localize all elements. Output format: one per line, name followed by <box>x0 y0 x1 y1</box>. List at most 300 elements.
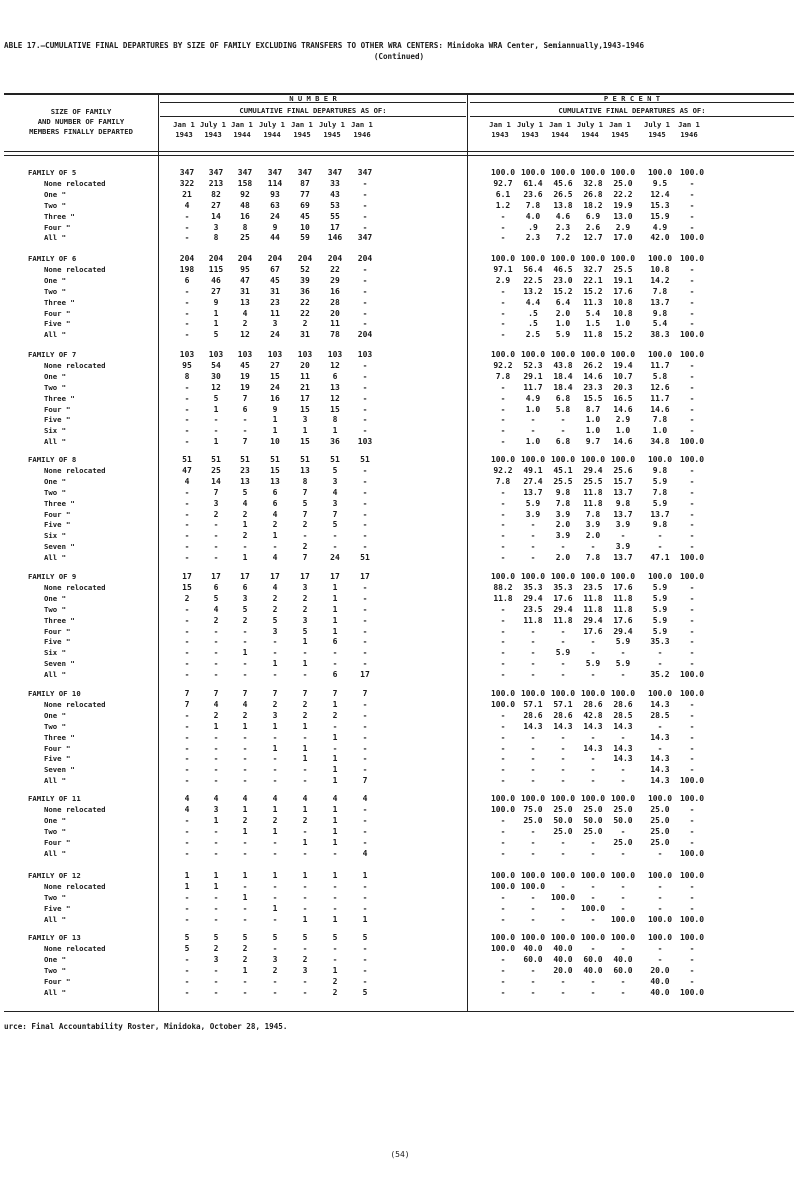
table-cell: - <box>362 892 368 902</box>
table-cell: - <box>362 542 368 552</box>
table-cell: 7 <box>362 776 368 786</box>
table-cell: 2 <box>332 710 338 720</box>
table-cell: 100.0 <box>647 689 673 698</box>
table-cell: - <box>184 659 190 669</box>
table-cell: 15 <box>270 465 280 475</box>
table-cell: 1 <box>332 626 338 636</box>
column-header: 1946 <box>353 130 371 139</box>
table-cell: 45 <box>240 360 250 370</box>
table-cell: 22 <box>330 264 340 274</box>
row-label: One " <box>44 275 66 285</box>
row-label: Four " <box>44 837 71 847</box>
table-cell: 7 <box>302 487 308 497</box>
table-cell: - <box>689 286 695 296</box>
table-cell: 3 <box>332 498 338 508</box>
table-cell: 87 <box>300 178 310 188</box>
table-cell: - <box>184 542 190 552</box>
table-cell: 92 <box>240 189 250 199</box>
table-cell: 4 <box>272 553 278 563</box>
column-header: 1945 <box>611 130 629 139</box>
row-label: None relocated <box>44 360 106 370</box>
table-cell: 1 <box>213 308 219 318</box>
table-cell: 31 <box>300 330 310 340</box>
table-cell: - <box>689 404 695 414</box>
table-cell: - <box>362 426 368 436</box>
table-cell: - <box>184 286 190 296</box>
table-cell: 103 <box>297 350 313 359</box>
table-cell: 204 <box>297 254 313 263</box>
table-cell: - <box>689 542 695 552</box>
table-cell: 100.0 <box>647 254 673 263</box>
table-cell: 100.0 <box>647 350 673 359</box>
percent-sub-rule <box>470 116 794 117</box>
table-cell: 14.3 <box>650 776 670 786</box>
table-cell: 25.0 <box>583 826 603 836</box>
table-cell: 40.0 <box>650 976 670 986</box>
table-cell: 2.0 <box>585 531 601 541</box>
table-cell: - <box>184 765 190 775</box>
table-cell: - <box>689 837 695 847</box>
table-cell: 1 <box>242 826 248 836</box>
table-cell: 13.8 <box>553 200 573 210</box>
table-cell: - <box>362 721 368 731</box>
table-cell: - <box>242 659 248 669</box>
table-cell: 100.0 <box>490 455 516 464</box>
table-cell: - <box>213 520 219 530</box>
table-cell: - <box>657 903 663 913</box>
table-cell: - <box>560 426 566 436</box>
table-cell: - <box>500 721 506 731</box>
table-cell: - <box>362 954 368 964</box>
table-cell: 2.5 <box>525 330 541 340</box>
table-cell: - <box>242 848 248 858</box>
table-cell: - <box>689 520 695 530</box>
table-cell: 100.0 <box>610 933 636 942</box>
table-cell: 100.0 <box>490 699 516 709</box>
table-cell: 23.5 <box>583 582 603 592</box>
table-cell: - <box>362 743 368 753</box>
table-cell: - <box>500 604 506 614</box>
table-cell: - <box>362 393 368 403</box>
row-label: Two " <box>44 382 66 392</box>
table-cell: 14.3 <box>583 721 603 731</box>
table-cell: - <box>657 659 663 669</box>
table-cell: - <box>500 319 506 329</box>
table-cell: - <box>362 404 368 414</box>
table-cell: - <box>332 743 338 753</box>
table-cell: - <box>213 670 219 680</box>
column-header: July 1 <box>517 120 543 129</box>
table-cell: 88.2 <box>493 582 513 592</box>
table-cell: 6.1 <box>495 189 511 199</box>
table-cell: 15.5 <box>583 393 603 403</box>
table-cell: 11 <box>270 308 280 318</box>
table-cell: 22.1 <box>583 275 603 285</box>
column-header: July 1 <box>577 120 603 129</box>
table-cell: - <box>213 965 219 975</box>
table-cell: 11.3 <box>583 297 603 307</box>
group-title: FAMILY OF 6 <box>28 254 77 263</box>
table-cell: 23.3 <box>583 382 603 392</box>
table-cell: 100.0 <box>679 553 705 563</box>
table-cell: - <box>213 892 219 902</box>
table-cell: 3 <box>272 710 278 720</box>
table-cell: 7.8 <box>652 487 668 497</box>
column-header: July 1 <box>200 120 226 129</box>
table-cell: .9 <box>528 222 538 232</box>
table-cell: 7 <box>302 553 308 563</box>
table-cell: 13 <box>240 297 250 307</box>
table-cell: 23 <box>270 297 280 307</box>
table-cell: 6 <box>213 582 219 592</box>
table-cell: 3 <box>213 804 219 814</box>
table-cell: 100.0 <box>550 933 576 942</box>
table-cell: 1 <box>332 615 338 625</box>
table-cell: 8 <box>213 233 219 243</box>
table-cell: - <box>184 297 190 307</box>
column-header: 1944 <box>233 130 251 139</box>
table-cell: 28 <box>330 297 340 307</box>
table-cell: 2 <box>213 710 219 720</box>
table-cell: 1 <box>184 871 190 880</box>
table-cell: 8 <box>302 476 308 486</box>
table-cell: 4 <box>242 794 248 803</box>
table-cell: 9 <box>213 297 219 307</box>
table-cell: 20 <box>300 360 310 370</box>
table-cell: - <box>689 275 695 285</box>
table-cell: 5.9 <box>652 476 668 486</box>
table-cell: 100.0 <box>550 689 576 698</box>
row-label: All " <box>44 987 66 997</box>
table-cell: 29.1 <box>523 371 543 381</box>
table-cell: - <box>332 659 338 669</box>
table-cell: - <box>213 776 219 786</box>
table-cell: - <box>184 330 190 340</box>
table-cell: 97.1 <box>493 264 513 274</box>
table-cell: - <box>184 393 190 403</box>
row-label: Five " <box>44 903 71 913</box>
table-cell: 3 <box>242 593 248 603</box>
table-cell: 5.9 <box>652 604 668 614</box>
table-cell: 114 <box>267 178 283 188</box>
table-cell: 103 <box>267 350 283 359</box>
table-cell: - <box>362 286 368 296</box>
table-cell: 25 <box>240 233 250 243</box>
table-cell: 56.4 <box>523 264 543 274</box>
table-cell: 5.9 <box>615 637 631 647</box>
table-cell: 347 <box>357 168 373 177</box>
table-cell: 7.2 <box>555 233 571 243</box>
table-cell: 45.1 <box>553 465 573 475</box>
table-cell: 5 <box>184 943 190 953</box>
header-bottom-rule-2 <box>4 155 794 156</box>
table-cell: 100.0 <box>679 330 705 340</box>
table-cell: - <box>620 976 626 986</box>
table-cell: 2 <box>272 593 278 603</box>
table-cell: 15.7 <box>613 476 633 486</box>
table-cell: 2 <box>213 615 219 625</box>
table-cell: - <box>530 415 536 425</box>
table-cell: - <box>302 848 308 858</box>
table-cell: 23.6 <box>523 189 543 199</box>
table-cell: - <box>560 743 566 753</box>
table-cell: - <box>213 659 219 669</box>
table-cell: 198 <box>179 264 195 274</box>
table-cell: - <box>560 914 566 924</box>
table-cell: - <box>620 765 626 775</box>
table-cell: - <box>500 308 506 318</box>
table-cell: 100.0 <box>520 572 546 581</box>
table-cell: 7 <box>242 437 248 447</box>
table-cell: 103 <box>327 350 343 359</box>
table-cell: 5.9 <box>555 648 571 658</box>
table-cell: - <box>362 415 368 425</box>
table-cell: 347 <box>237 168 253 177</box>
table-cell: 100.0 <box>550 892 576 902</box>
table-cell: 29.4 <box>553 604 573 614</box>
table-cell: - <box>689 943 695 953</box>
table-cell: 347 <box>208 168 224 177</box>
table-cell: 25.0 <box>523 815 543 825</box>
table-cell: 5.9 <box>652 593 668 603</box>
table-cell: - <box>689 476 695 486</box>
table-cell: - <box>302 943 308 953</box>
table-cell: - <box>689 200 695 210</box>
table-cell: - <box>302 903 308 913</box>
table-cell: 36 <box>330 437 340 447</box>
table-cell: - <box>362 382 368 392</box>
table-cell: - <box>362 626 368 636</box>
table-cell: 1 <box>272 659 278 669</box>
row-label: All " <box>44 553 66 563</box>
number-sub-rule <box>160 116 466 117</box>
table-cell: 8 <box>242 222 248 232</box>
table-cell: 42.8 <box>583 710 603 720</box>
table-cell: - <box>272 976 278 986</box>
table-cell: - <box>362 360 368 370</box>
table-cell: - <box>302 648 308 658</box>
table-cell: - <box>530 776 536 786</box>
table-cell: 3 <box>332 476 338 486</box>
table-cell: 347 <box>267 168 283 177</box>
table-cell: 100.0 <box>520 350 546 359</box>
table-cell: - <box>530 987 536 997</box>
table-cell: - <box>530 553 536 563</box>
table-cell: - <box>184 308 190 318</box>
table-cell: 8 <box>332 415 338 425</box>
table-cell: - <box>689 965 695 975</box>
table-cell: 75.0 <box>523 804 543 814</box>
table-cell: 2 <box>184 593 190 603</box>
table-cell: - <box>689 319 695 329</box>
table-cell: 31 <box>240 286 250 296</box>
table-cell: 7 <box>213 487 219 497</box>
table-cell: 40.0 <box>613 954 633 964</box>
table-cell: - <box>184 222 190 232</box>
table-cell: - <box>500 286 506 296</box>
table-cell: 3.9 <box>615 520 631 530</box>
row-label: One " <box>44 476 66 486</box>
table-cell: 100.0 <box>520 455 546 464</box>
table-cell: 100.0 <box>580 689 606 698</box>
column-header: 1944 <box>263 130 281 139</box>
table-cell: 213 <box>208 178 224 188</box>
table-cell: - <box>184 732 190 742</box>
table-cell: 6 <box>184 275 190 285</box>
table-cell: - <box>620 892 626 902</box>
table-cell: 3 <box>302 582 308 592</box>
table-cell: 1.0 <box>525 437 541 447</box>
table-cell: - <box>500 659 506 669</box>
table-cell: 10 <box>300 222 310 232</box>
table-cell: - <box>242 765 248 775</box>
table-cell: 2.3 <box>525 233 541 243</box>
table-cell: - <box>689 308 695 318</box>
row-label: One " <box>44 710 66 720</box>
table-cell: - <box>657 648 663 658</box>
table-cell: - <box>689 892 695 902</box>
row-label: All " <box>44 330 66 340</box>
table-cell: 13 <box>300 465 310 475</box>
table-cell: - <box>272 837 278 847</box>
table-cell: 77 <box>300 189 310 199</box>
table-cell: 100.0 <box>550 794 576 803</box>
table-cell: 28.6 <box>553 710 573 720</box>
table-cell: 16 <box>240 211 250 221</box>
table-cell: 4 <box>242 498 248 508</box>
table-cell: - <box>242 732 248 742</box>
table-cell: - <box>530 826 536 836</box>
row-label: Two " <box>44 892 66 902</box>
table-cell: 100.0 <box>647 933 673 942</box>
table-cell: 45.6 <box>553 178 573 188</box>
table-cell: - <box>689 393 695 403</box>
table-cell: 32.8 <box>583 178 603 188</box>
column-header: 1943 <box>491 130 509 139</box>
table-cell: 14.6 <box>613 437 633 447</box>
table-cell: 5 <box>272 933 278 942</box>
table-cell: 2 <box>242 954 248 964</box>
table-cell: 204 <box>357 254 373 263</box>
table-cell: 92.7 <box>493 178 513 188</box>
table-cell: 17.6 <box>553 593 573 603</box>
table-cell: 12 <box>211 382 221 392</box>
table-cell: - <box>500 914 506 924</box>
table-cell: 103 <box>179 350 195 359</box>
table-cell: - <box>689 593 695 603</box>
table-cell: 1 <box>332 699 338 709</box>
table-cell: - <box>272 776 278 786</box>
table-cell: 3 <box>213 498 219 508</box>
table-cell: - <box>590 943 596 953</box>
table-cell: - <box>213 914 219 924</box>
table-cell: 6.9 <box>585 211 601 221</box>
table-cell: - <box>590 648 596 658</box>
table-cell: 4 <box>213 794 219 803</box>
row-label: Two " <box>44 200 66 210</box>
row-label: One " <box>44 371 66 381</box>
table-cell: 4 <box>362 848 368 858</box>
table-cell: 100.0 <box>679 437 705 447</box>
table-cell: 5 <box>302 626 308 636</box>
table-cell: 21 <box>300 382 310 392</box>
table-cell: 51 <box>300 455 310 464</box>
table-cell: 15.2 <box>583 286 603 296</box>
table-cell: - <box>500 404 506 414</box>
table-cell: 29 <box>330 275 340 285</box>
table-cell: - <box>362 837 368 847</box>
table-cell: 43 <box>330 189 340 199</box>
table-cell: 204 <box>327 254 343 263</box>
table-cell: 100.0 <box>550 168 576 177</box>
table-cell: - <box>560 881 566 891</box>
table-cell: 100.0 <box>679 794 705 803</box>
table-cell: 40.0 <box>553 954 573 964</box>
table-cell: 2 <box>272 965 278 975</box>
table-cell: 23.0 <box>553 275 573 285</box>
table-cell: 1.0 <box>615 426 631 436</box>
table-cell: 347 <box>297 168 313 177</box>
table-cell: 10.7 <box>613 371 633 381</box>
table-cell: 1 <box>213 815 219 825</box>
table-cell: - <box>184 815 190 825</box>
table-cell: - <box>242 670 248 680</box>
table-cell: - <box>689 382 695 392</box>
table-cell: 100.0 <box>679 987 705 997</box>
table-cell: 24 <box>330 553 340 563</box>
table-cell: - <box>272 943 278 953</box>
column-header: 1943 <box>175 130 193 139</box>
table-cell: - <box>530 914 536 924</box>
table-cell: 3.9 <box>525 509 541 519</box>
table-cell: 19 <box>240 371 250 381</box>
table-cell: 100.0 <box>679 350 705 359</box>
table-cell: 17 <box>240 572 250 581</box>
table-cell: 100.0 <box>647 871 673 880</box>
table-cell: 11 <box>330 319 340 329</box>
table-cell: 347 <box>327 168 343 177</box>
table-cell: 3 <box>213 954 219 964</box>
table-cell: - <box>689 604 695 614</box>
table-cell: 51 <box>330 455 340 464</box>
table-cell: - <box>184 903 190 913</box>
table-cell: 3.9 <box>615 542 631 552</box>
table-cell: 16 <box>330 286 340 296</box>
table-cell: 26.2 <box>583 360 603 370</box>
table-cell: 1 <box>272 826 278 836</box>
table-cell: 25.0 <box>650 815 670 825</box>
table-cell: 24 <box>270 330 280 340</box>
table-cell: 4 <box>184 200 190 210</box>
table-cell: - <box>560 776 566 786</box>
table-cell: 1 <box>213 881 219 891</box>
table-cell: 7 <box>213 689 219 698</box>
table-cell: 14.2 <box>650 275 670 285</box>
table-cell: - <box>530 520 536 530</box>
table-cell: - <box>184 509 190 519</box>
row-label: One " <box>44 954 66 964</box>
table-cell: 28.5 <box>613 710 633 720</box>
table-cell: 7.8 <box>652 286 668 296</box>
table-cell: - <box>302 765 308 775</box>
table-cell: - <box>620 848 626 858</box>
percent-subheader: CUMULATIVE FINAL DEPARTURES AS OF: <box>558 106 706 115</box>
table-cell: - <box>362 189 368 199</box>
table-cell: 5.9 <box>652 626 668 636</box>
table-cell: 4.9 <box>652 222 668 232</box>
table-cell: - <box>332 943 338 953</box>
table-cell: 2.3 <box>555 222 571 232</box>
